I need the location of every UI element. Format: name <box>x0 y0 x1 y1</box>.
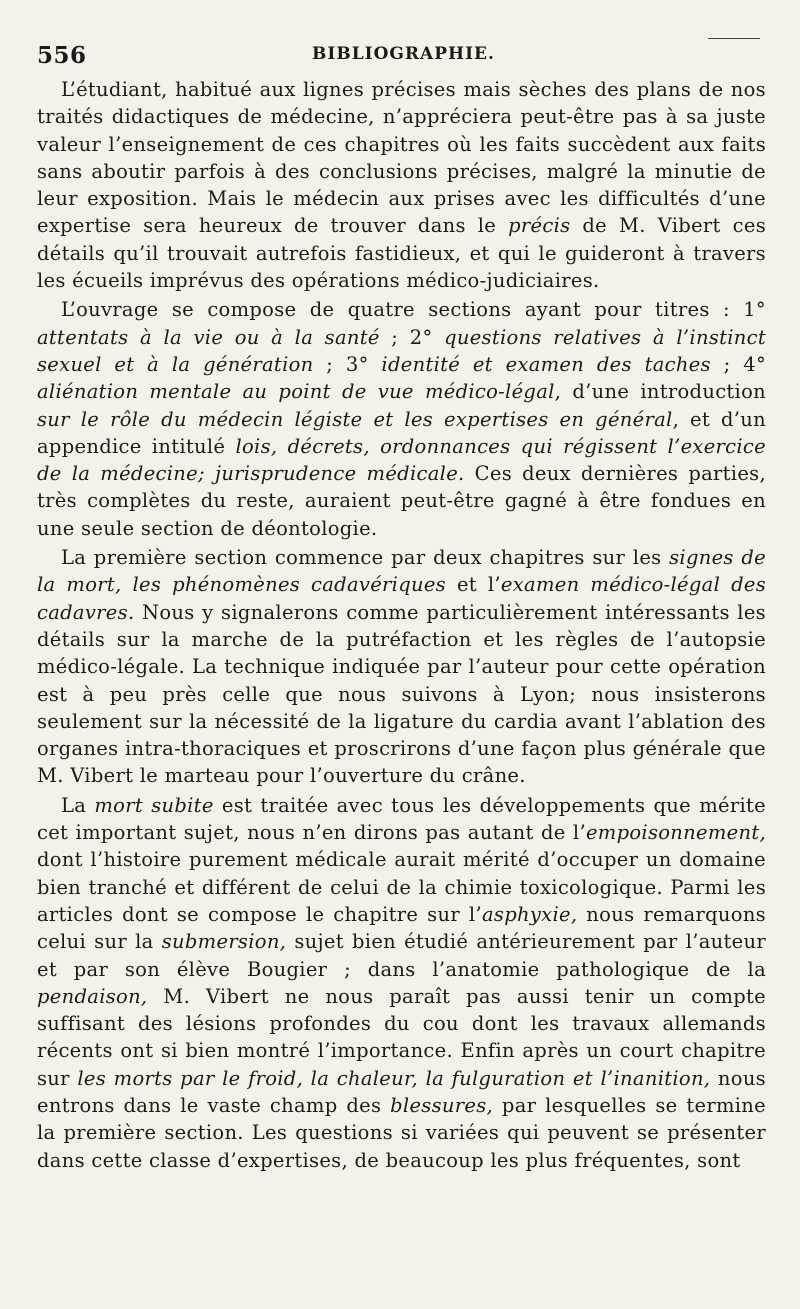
italic-text: submersion, <box>161 930 287 954</box>
italic-text: sur le rôle du médecin légiste et les expertises en général <box>37 407 673 431</box>
italic-text: mort subite <box>94 793 214 817</box>
italic-text: identité et examen des taches <box>381 352 711 376</box>
text-run: par lesquelles se termine la première section. Les questions si variées qui peuvent se présenter dans cette classe d’expertises, de beaucoup les plus fréquentes, sont <box>37 1093 766 1172</box>
text-run: ; 4° <box>710 352 766 376</box>
italic-text: aliénation mentale au point de vue médico-légal <box>37 380 555 404</box>
header-rule <box>708 38 760 39</box>
page-number: 556 <box>37 42 87 69</box>
paragraph <box>37 544 766 790</box>
paragraph <box>37 296 766 542</box>
text-run: La <box>61 793 95 817</box>
text-run: , d’une introduction <box>554 380 766 404</box>
italic-text: asphyxie, <box>481 902 578 926</box>
text-run: est traitée avec tous les développements que mérite cet important sujet, nous n’en dirons pas autant de l’ <box>37 793 766 845</box>
text-run: M. Vibert ne nous paraît pas aussi tenir un compte suffisant des lésions profondes du cou dont les travaux allemands récents ont si bien montré l’importance. Enfin après un court chapitre sur <box>37 984 766 1090</box>
italic-text: blessures, <box>390 1093 494 1117</box>
text-run: , et d’un appendice intitulé <box>37 407 766 458</box>
text-run: sujet bien étudié antérieurement par l’auteur et par son élève Bougier ; dans l’anatomie pathologique de la <box>37 930 766 981</box>
paragraph <box>37 792 766 1174</box>
italic-text: les morts par le froid, la chaleur, la fulguration et l’inanition, <box>77 1066 711 1090</box>
text-run: Ces deux dernières parties, très complètes du reste, auraient peut-être gagné à être fondues en une seule section de déontologie. <box>37 462 766 540</box>
text-run: et l’ <box>446 573 501 597</box>
italic-text: signes de la mort, les phénomènes cadavériques <box>37 546 766 597</box>
text-run: nous entrons dans le vaste champ des <box>37 1066 766 1117</box>
running-head <box>37 36 766 72</box>
italic-text: pendaison, <box>37 984 148 1008</box>
text-run: La première section commence par deux chapitres sur les <box>61 546 670 570</box>
text-run: Nous y signalerons comme particulièrement intéressants les détails sur la marche de la putréfaction et les règles de l’autopsie médico-légale. La technique indiquée par l’auteur pour cette opération est à peu près celle que nous suivons à Lyon; nous insisterons seulement sur la nécessité de la ligature du cardia avant l’ablation des organes intra-thoraciques et proscrirons d’une façon plus générale que M. Vibert le marteau pour l’ouverture du crâne. <box>37 600 766 788</box>
text-run: dont l’histoire purement médicale aurait mérité d’occuper un domaine bien tranché et différent de celui de la chimie toxicologique. Parmi les articles dont se compose le chapitre sur l’ <box>37 848 766 926</box>
text-run: nous remarquons celui sur la <box>37 902 766 954</box>
text-run: L’ouvrage se compose de quatre sections ayant pour titres : 1° <box>61 298 766 322</box>
running-title: BIBLIOGRAPHIE. <box>312 44 495 64</box>
italic-text: questions relatives à l’instinct sexuel et à la génération <box>37 325 767 376</box>
text-run: ; 2° <box>379 325 445 349</box>
paragraph <box>37 76 766 294</box>
text-run: de M. Vibert ces détails qu’il trouvait autrefois fastidieux, et qui le guideront à travers les écueils imprévus des opérations médico-judiciaires. <box>37 214 766 293</box>
italic-text: précis <box>508 214 571 238</box>
italic-text: lois, décrets, ordonnances qui régissent l’exercice de la médecine; jurisprudence médicale. <box>37 434 766 486</box>
text-run: ; 3° <box>313 352 382 376</box>
italic-text: attentats à la vie ou à la santé <box>37 325 380 349</box>
body-text <box>37 76 766 1174</box>
italic-text: empoisonnement, <box>585 821 766 845</box>
italic-text: examen médico-légal des cadavres. <box>37 573 767 624</box>
text-run: L’étudiant, habitué aux lignes précises mais sèches des plans de nos traités didactiques de médecine, n’appréciera peut-être pas à sa juste valeur l’enseignement de ces chapitres où les faits succèdent aux faits sans aboutir parfois à des conclusions précises, malgré la minutie de leur exposition. Mais le médecin aux prises avec les difficultés d’une expertise sera heureux de trouver dans le <box>37 78 766 238</box>
